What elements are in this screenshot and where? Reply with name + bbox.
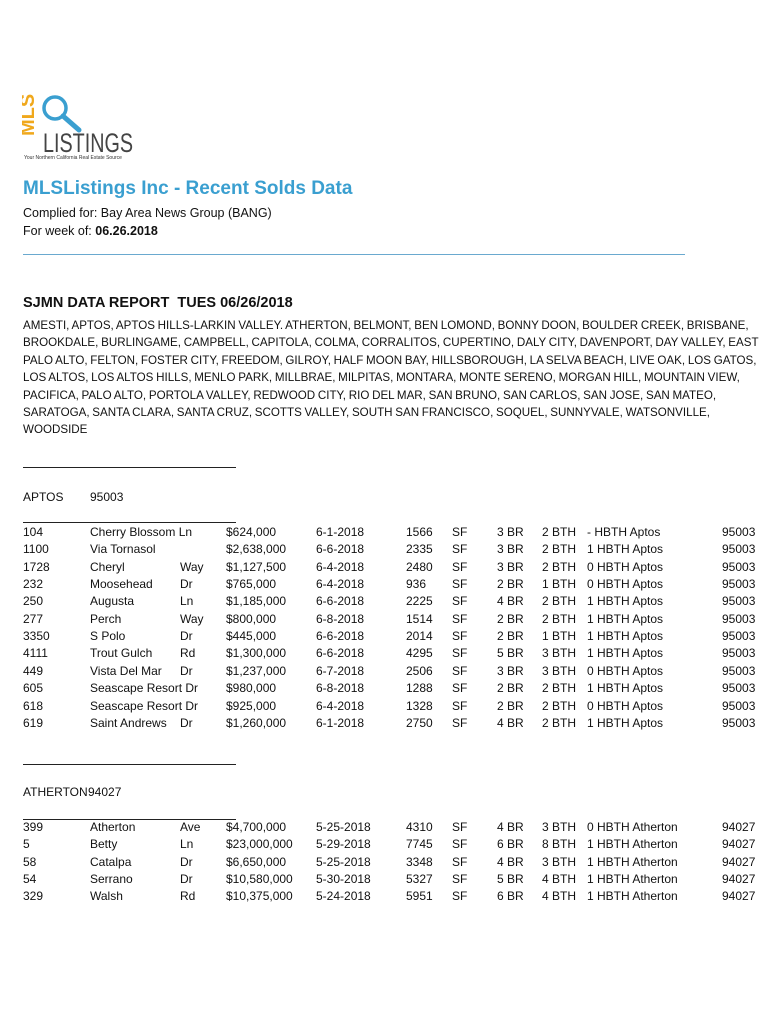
sale-price: $1,127,500 [226,559,287,574]
table-row [0,716,768,733]
property-type: SF [452,629,468,644]
street-suffix: Ln [180,837,194,852]
sale-date: 5-25-2018 [316,854,371,869]
sale-price: $10,375,000 [226,889,293,904]
logo-tagline: Your Northern California Real Estate Source [24,155,122,161]
bedrooms: 4 BR [497,594,524,609]
street-name: Seascape Resort Dr [90,681,199,696]
square-feet: 2335 [406,542,433,557]
street-number: 329 [23,889,44,904]
sale-price: $765,000 [226,577,277,592]
bathrooms: 1 BTH [542,577,577,592]
half-baths-city: 1 HBTH Aptos [587,594,664,609]
street-number: 618 [23,698,44,713]
street-suffix: Dr [180,629,193,644]
zip-code: 95003 [722,594,756,609]
logo-mark-text: MLS [22,93,39,136]
street-name: Moosehead [90,577,153,592]
bedrooms: 3 BR [497,542,524,557]
square-feet: 7745 [406,837,433,852]
property-type: SF [452,611,468,626]
bathrooms: 3 BTH [542,663,577,678]
section-top-rule [23,764,236,765]
bathrooms: 2 BTH [542,542,577,557]
table-row [0,646,768,663]
property-type: SF [452,559,468,574]
bathrooms: 8 BTH [542,837,577,852]
table-row [0,699,768,716]
sale-date: 6-7-2018 [316,663,365,678]
square-feet: 2014 [406,629,433,644]
street-name: Atherton [90,820,136,834]
zip-code: 94027 [722,854,756,869]
street-name: Cherry Blossom Ln [90,525,193,539]
bedrooms: 3 BR [497,525,524,539]
street-name: Vista Del Mar [90,663,162,678]
logo-brand-text: LISTINGS [43,128,133,158]
bathrooms: 2 BTH [542,594,577,609]
sale-price: $23,000,000 [226,837,293,852]
street-suffix: Ln [180,594,194,609]
street-name: S Polo [90,629,126,644]
property-type: SF [452,663,468,678]
sale-date: 6-1-2018 [316,715,365,730]
sale-date: 6-4-2018 [316,559,365,574]
street-number: 54 [23,872,37,887]
street-suffix: Dr [180,577,193,592]
zip-code: 95003 [722,611,756,626]
section-city: ATHERTON [23,785,88,799]
half-baths-city: 1 HBTH Aptos [587,715,664,730]
street-number: 449 [23,663,44,678]
sale-date: 6-8-2018 [316,611,365,626]
bathrooms: 2 BTH [542,681,577,696]
street-name: Trout Gulch [90,646,153,661]
half-baths-city: 1 HBTH Aptos [587,611,664,626]
zip-code: 95003 [722,698,756,713]
half-baths-city: 0 HBTH Aptos [587,577,664,592]
table-row [0,820,768,837]
street-number: 605 [23,681,44,696]
half-baths-city: 1 HBTH Aptos [587,681,664,696]
street-number: 277 [23,611,44,626]
property-type: SF [452,594,468,609]
street-number: 3350 [23,629,50,644]
table-row [0,525,768,542]
table-row [0,855,768,872]
bedrooms: 4 BR [497,854,524,869]
sale-price: $980,000 [226,681,277,696]
sale-date: 5-29-2018 [316,837,371,852]
square-feet: 3348 [406,854,433,869]
sale-price: $445,000 [226,629,277,644]
bathrooms: 3 BTH [542,820,577,834]
street-number: 232 [23,577,44,592]
property-type: SF [452,715,468,730]
sale-date: 6-6-2018 [316,629,365,644]
magnifier-logo-icon [22,90,142,165]
zip-code: 95003 [722,559,756,574]
week-label: For week of: [23,224,96,238]
sale-price: $2,638,000 [226,542,287,557]
week-value: 06.26.2018 [95,224,158,238]
sale-date: 5-30-2018 [316,872,371,887]
bedrooms: 2 BR [497,681,524,696]
sale-price: $624,000 [226,525,277,539]
bedrooms: 5 BR [497,872,524,887]
bathrooms: 2 BTH [542,611,577,626]
table-row [0,889,768,906]
bedrooms: 3 BR [497,663,524,678]
sale-price: $1,300,000 [226,646,287,661]
bathrooms: 3 BTH [542,646,577,661]
property-type: SF [452,872,468,887]
half-baths-city: 1 HBTH Atherton [587,837,678,852]
property-type: SF [452,525,468,539]
street-number: 58 [23,854,37,869]
square-feet: 5951 [406,889,433,904]
bathrooms: 1 BTH [542,629,577,644]
half-baths-city: 0 HBTH Aptos [587,559,664,574]
property-type: SF [452,646,468,661]
half-baths-city: 1 HBTH Aptos [587,646,664,661]
street-name: Seascape Resort Dr [90,698,199,713]
sale-price: $1,185,000 [226,594,287,609]
sale-date: 6-8-2018 [316,681,365,696]
property-type: SF [452,681,468,696]
bedrooms: 2 BR [497,698,524,713]
bathrooms: 2 BTH [542,559,577,574]
square-feet: 1514 [406,611,433,626]
zip-code: 95003 [722,663,756,678]
header-divider [23,254,685,255]
property-type: SF [452,820,468,834]
zip-code: 94027 [722,872,756,887]
half-baths-city: 0 HBTH Aptos [587,698,664,713]
street-suffix: Dr [180,715,193,730]
square-feet: 4295 [406,646,433,661]
street-name: Via Tornasol [90,542,156,557]
zip-code: 95003 [722,577,756,592]
square-feet: 2506 [406,663,433,678]
property-type: SF [452,577,468,592]
sale-date: 6-4-2018 [316,698,365,713]
street-suffix: Way [180,559,204,574]
street-number: 250 [23,594,44,609]
section-zip: 95003 [90,490,124,504]
half-baths-city: 1 HBTH Atherton [587,872,678,887]
zip-code: 95003 [722,681,756,696]
street-number: 1728 [23,559,50,574]
street-name: Perch [90,611,122,626]
sale-date: 6-4-2018 [316,577,365,592]
week-of-line [23,224,158,238]
bathrooms: 3 BTH [542,854,577,869]
bedrooms: 2 BR [497,577,524,592]
street-suffix: Dr [180,663,193,678]
bathrooms: 2 BTH [542,715,577,730]
mlslistings-logo [22,90,142,165]
property-type: SF [452,542,468,557]
section-top-rule [23,467,236,468]
bathrooms: 4 BTH [542,889,577,904]
table-row [0,681,768,698]
sale-price: $4,700,000 [226,820,287,834]
bedrooms: 4 BR [497,820,524,834]
sale-price: $1,237,000 [226,663,287,678]
bedrooms: 3 BR [497,559,524,574]
sale-date: 6-1-2018 [316,525,365,539]
property-type: SF [452,854,468,869]
bedrooms: 5 BR [497,646,524,661]
report-title: SJMN DATA REPORT TUES 06/26/2018 [23,295,293,311]
zip-code: 94027 [722,889,756,904]
sale-date: 6-6-2018 [316,542,365,557]
street-name: Serrano [90,872,133,887]
sale-date: 5-25-2018 [316,820,371,834]
half-baths-city: 1 HBTH Atherton [587,889,678,904]
street-number: 104 [23,525,44,539]
bedrooms: 2 BR [497,629,524,644]
half-baths-city: 1 HBTH Atherton [587,854,678,869]
zip-code: 94027 [722,820,756,834]
street-name: Saint Andrews [90,715,167,730]
sale-price: $10,580,000 [226,872,293,887]
street-suffix: Rd [180,646,196,661]
table-row [0,594,768,611]
street-suffix: Dr [180,872,193,887]
square-feet: 4310 [406,820,433,834]
section-city: APTOS [23,490,64,504]
sale-date: 6-6-2018 [316,646,365,661]
table-row [0,612,768,629]
property-type: SF [452,889,468,904]
bedrooms: 6 BR [497,837,524,852]
table-row [0,837,768,854]
street-suffix: Rd [180,889,196,904]
city-list: AMESTI, APTOS, APTOS HILLS-LARKIN VALLEY. ATHERTON, BELMONT, BEN LOMOND, BONNY DOON, BOULDER CREEK, BRISBANE, BROOKDALE, BURLINGAME, CAMPBELL, CAPITOLA, COLMA, CORRALITOS, CUPERTINO, DALY CITY, DAVENPORT, DAY VALLEY, EAST PALO ALTO, FELTON, FOSTER CITY, FREEDOM, GILROY, HALF MOON BAY, HILLSBOROUGH, LA SELVA BEACH, LIVE OAK, LOS GATOS, LOS ALTOS, LOS ALTOS HILLS, MENLO PARK, MILLBRAE, MILPITAS, MONTARA, MONTE SERENO, MORGAN HILL, MOUNTAIN VIEW, PACIFICA, PALO ALTO, PORTOLA VALLEY, REDWOOD CITY, RIO DEL MAR, SAN BRUNO, SAN CARLOS, SAN JOSE, SAN MATEO, SARATOGA, SANTA CLARA, SANTA CRUZ, SCOTTS VALLEY, SOUTH SAN FRANCISCO, SOQUEL, SUNNYVALE, WATSONVILLE, WOODSIDE [23,319,759,437]
half-baths-city: 1 HBTH Aptos [587,629,664,644]
sale-price: $800,000 [226,611,277,626]
street-number: 1100 [23,542,49,557]
square-feet: 5327 [406,872,433,887]
zip-code: 95003 [722,525,756,539]
street-name: Augusta [90,594,135,609]
square-feet: 2750 [406,715,433,730]
sale-date: 5-24-2018 [316,889,371,904]
property-type: SF [452,837,468,852]
table-row [0,872,768,889]
street-number: 5 [23,837,30,852]
street-suffix: Ave [180,820,201,834]
street-suffix: Way [180,611,204,626]
street-number: 619 [23,715,44,730]
bathrooms: 4 BTH [542,872,577,887]
half-baths-city: 1 HBTH Aptos [587,542,664,557]
bedrooms: 6 BR [497,889,524,904]
street-number: 399 [23,820,44,834]
zip-code: 95003 [722,715,756,730]
street-name: Betty [90,837,118,852]
sale-price: $925,000 [226,698,277,713]
half-baths-city: 0 HBTH Aptos [587,663,664,678]
sale-date: 6-6-2018 [316,594,365,609]
street-name: Catalpa [90,854,132,869]
half-baths-city: - HBTH Aptos [587,525,661,539]
bedrooms: 4 BR [497,715,524,730]
document-title: MLSListings Inc - Recent Solds Data [23,178,353,199]
bathrooms: 2 BTH [542,698,577,713]
table-row [0,664,768,681]
square-feet: 2480 [406,559,433,574]
compiled-for-line: Complied for: Bay Area News Group (BANG) [23,206,272,220]
zip-code: 95003 [722,646,756,661]
square-feet: 2225 [406,594,433,609]
half-baths-city: 0 HBTH Atherton [587,820,678,834]
street-suffix: Dr [180,854,193,869]
square-feet: 1328 [406,698,433,713]
zip-code: 95003 [722,542,756,557]
property-type: SF [452,698,468,713]
table-row [0,577,768,594]
table-row [0,542,768,559]
zip-code: 94027 [722,837,756,852]
section-zip: 94027 [88,785,122,799]
street-number: 4111 [23,646,48,661]
square-feet: 1288 [406,681,433,696]
zip-code: 95003 [722,629,756,644]
bathrooms: 2 BTH [542,525,577,539]
street-name: Cheryl [90,559,125,574]
table-row [0,629,768,646]
square-feet: 936 [406,577,427,592]
square-feet: 1566 [406,525,433,539]
sale-price: $1,260,000 [226,715,287,730]
section-header-rule [23,522,236,523]
sale-price: $6,650,000 [226,854,287,869]
table-row [0,560,768,577]
street-name: Walsh [90,889,123,904]
bedrooms: 2 BR [497,611,524,626]
